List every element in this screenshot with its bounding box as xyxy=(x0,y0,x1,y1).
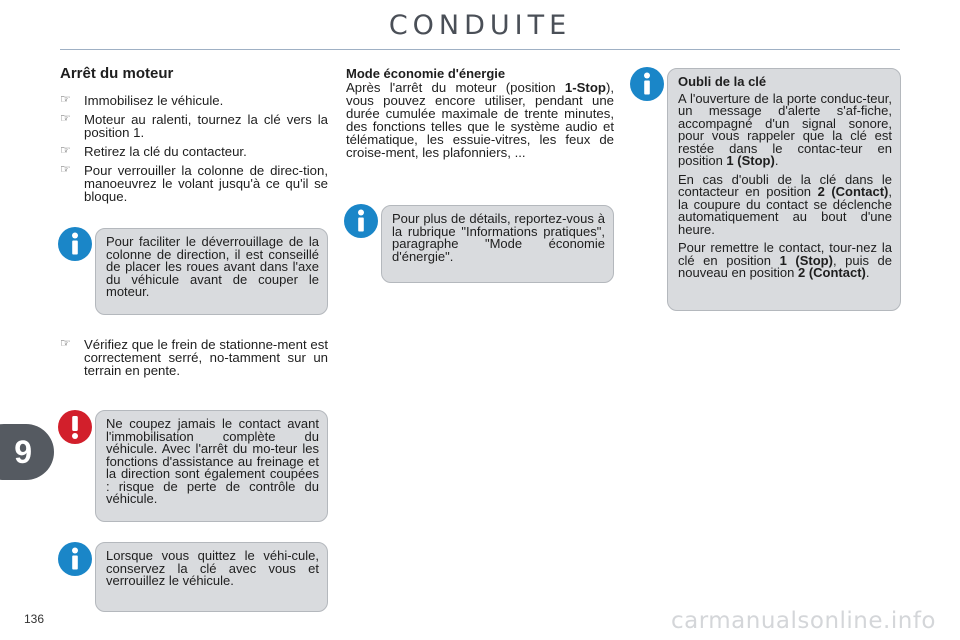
energy-mode-paragraph: Après l'arrêt du moteur (position 1-Stop), vous pouvez encore utiliser, pendant une durée cumulée maximale de trente minutes, des fonctions telles que le système audio et télématique, les essuie-vitres, les feux de croise-ment, les plafonniers, ... xyxy=(346,80,614,160)
warning-note: Ne coupez jamais le contact avant l'immobilisation complète du véhicule. Avec l'arrêt du mo-teur les fonctions d'assistance au freinage et la direction sont également coupées : risque de perte de contrôle du véhicule. xyxy=(95,410,328,522)
info-icon xyxy=(630,67,664,101)
chapter-tab: 9 xyxy=(0,424,54,480)
bullet-icon: ☞ xyxy=(60,111,71,125)
section-title-arret-moteur: Arrêt du moteur xyxy=(60,65,174,82)
list-item: ☞ Retirez la clé du contacteur. xyxy=(60,143,247,159)
info-icon xyxy=(58,542,92,576)
list-item: ☞ Pour verrouiller la colonne de direc-tion, manoeuvrez le volant jusqu'à ce qu'il se bloque. xyxy=(60,162,328,204)
list-item: ☞ Vérifiez que le frein de stationne-ment est correctement serré, no-tamment sur un terrain en pente. xyxy=(60,336,328,378)
list-item: ☞ Immobilisez le véhicule. xyxy=(60,92,224,108)
warning-icon xyxy=(58,410,92,444)
bullet-icon: ☞ xyxy=(60,162,71,176)
info-icon xyxy=(58,227,92,261)
bullet-icon: ☞ xyxy=(60,336,71,350)
list-item: ☞ Moteur au ralenti, tournez la clé vers la position 1. xyxy=(60,111,328,140)
left-column-after xyxy=(60,338,328,383)
info-note-forgotten-key: Oubli de la clé A l'ouverture de la porte conduc-teur, un message d'alerte s'af-fiche, accompagné d'un signal sonore, pour vous rappeler que la clé est restée dans le contac-teur en position 1 (Stop). En cas d'oubli de la clé dans le contacteur en position 2 (Contact), la coupure du contact se déclenche automatiquement au bout d'une heure. Pour remettre le contact, tour-nez la clé en position 1 (Stop), puis de nouveau en position 2 (Contact). xyxy=(667,68,901,311)
info-note-key: Lorsque vous quittez le véhi-cule, conservez la clé avec vous et verrouillez le véhicule. xyxy=(95,542,328,612)
section-title-forgotten-key: Oubli de la clé xyxy=(678,74,767,89)
page-header-title: CONDUITE xyxy=(388,10,572,41)
left-column xyxy=(60,67,328,209)
watermark: carmanualsonline.info xyxy=(670,608,936,634)
middle-column xyxy=(346,67,614,159)
bullet-list xyxy=(60,94,328,203)
page-number: 136 xyxy=(24,612,45,626)
info-icon xyxy=(344,204,378,238)
bullet-icon: ☞ xyxy=(60,143,71,157)
header-rule xyxy=(60,49,900,50)
section-title-energy-mode: Mode économie d'énergie xyxy=(346,66,506,81)
bullet-icon: ☞ xyxy=(60,92,71,106)
info-note-energy-mode: Pour plus de détails, reportez-vous à la rubrique "Informations pratiques", paragraphe "Mode économie d'énergie". xyxy=(381,205,614,283)
info-note-steering: Pour faciliter le déverrouillage de la colonne de direction, il est conseillé de placer les roues avant dans l'axe du véhicule avant de couper le moteur. xyxy=(95,228,328,315)
